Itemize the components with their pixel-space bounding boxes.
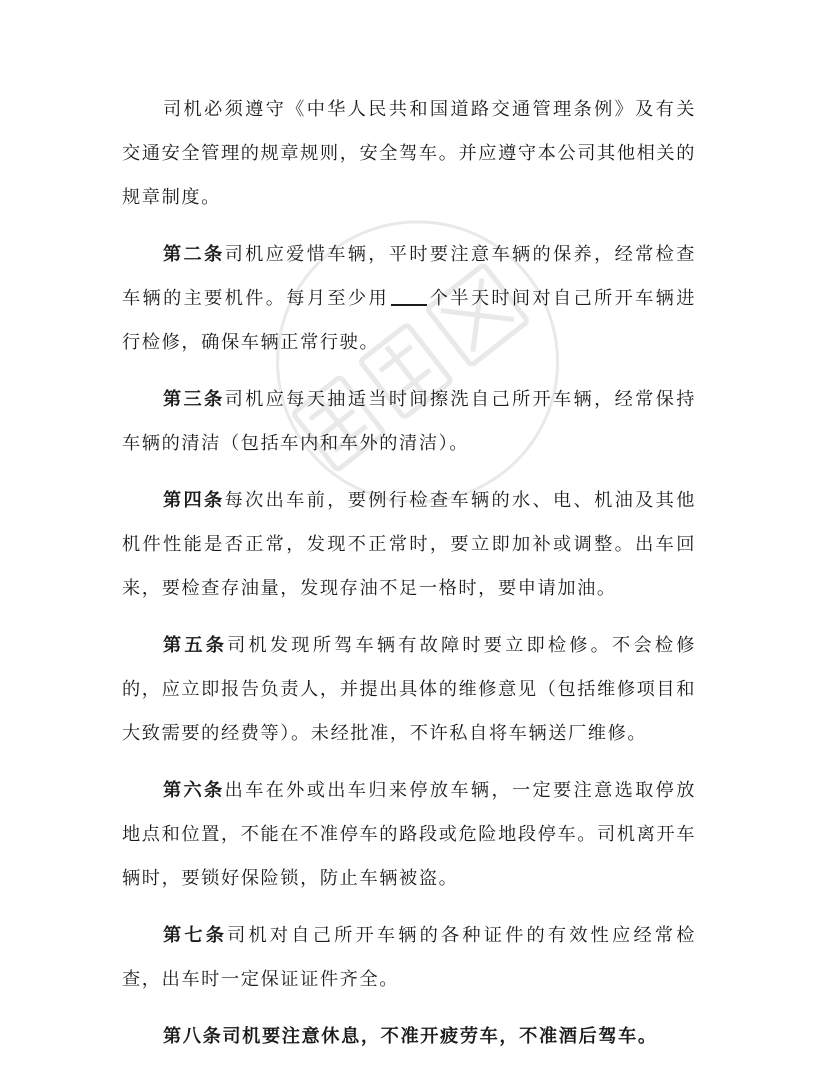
document-body xyxy=(122,88,696,1072)
article-heading: 第三条 xyxy=(163,389,225,410)
paragraph-text: 司机应爱惜车辆，平时要注意车辆的保养，经常检查车辆的主要机件。每月至少用 xyxy=(122,244,696,309)
article-heading: 第六条 xyxy=(163,780,225,801)
article-heading: 第五条 xyxy=(163,635,228,656)
paragraph-text: 司机应每天抽适当时间擦洗自己所开车辆，经常保持车辆的清洁（包括车内和车外的清洁）。 xyxy=(122,389,696,454)
article-heading: 第二条 xyxy=(163,244,225,265)
paragraph-text: 司机对自己所开车辆的各种证件的有效性应经常检查，出车时一定保证证件齐全。 xyxy=(122,925,696,990)
paragraph-text: 个半天时间对自己所开车辆进行检修，确保车辆正常行驶。 xyxy=(122,288,696,353)
paragraph-article-2 xyxy=(122,233,696,365)
fill-in-blank xyxy=(391,286,427,306)
paragraph-article-8 xyxy=(122,1015,696,1059)
paragraph-article-5 xyxy=(122,624,696,756)
paragraph-article-6 xyxy=(122,769,696,901)
paragraph-text: 每次出车前，要例行检查车辆的水、电、机油及其他机件性能是否正常，发现不正常时，要立即加补或调整。出车回来，要检查存油量，发现存油不足一格时，要申请加油。 xyxy=(122,490,696,599)
paragraph-text: 出车在外或出车归来停放车辆，一定要注意选取停放地点和位置，不能在不准停车的路段或危险地段停车。司机离开车辆时，要锁好保险锁，防止车辆被盗。 xyxy=(122,780,696,889)
paragraph-text: 第八条司机要注意休息，不准开疲劳车，不准酒后驾车。 xyxy=(163,1026,658,1047)
article-heading: 第七条 xyxy=(163,925,228,946)
paragraph-text: 司机必须遵守《中华人民共和国道路交通管理条例》及有关交通安全管理的规章规则，安全驾车。并应遵守本公司其他相关的规章制度。 xyxy=(122,99,696,208)
article-heading: 第四条 xyxy=(163,490,225,511)
paragraph-article-7 xyxy=(122,914,696,1002)
paragraph-intro xyxy=(122,88,696,220)
paragraph-article-4 xyxy=(122,479,696,611)
paragraph-text: 司机发现所驾车辆有故障时要立即检修。不会检修的，应立即报告负责人，并提出具体的维修意见（包括维修项目和大致需要的经费等）。未经批准，不许私自将车辆送厂维修。 xyxy=(122,635,696,744)
paragraph-article-3 xyxy=(122,378,696,466)
